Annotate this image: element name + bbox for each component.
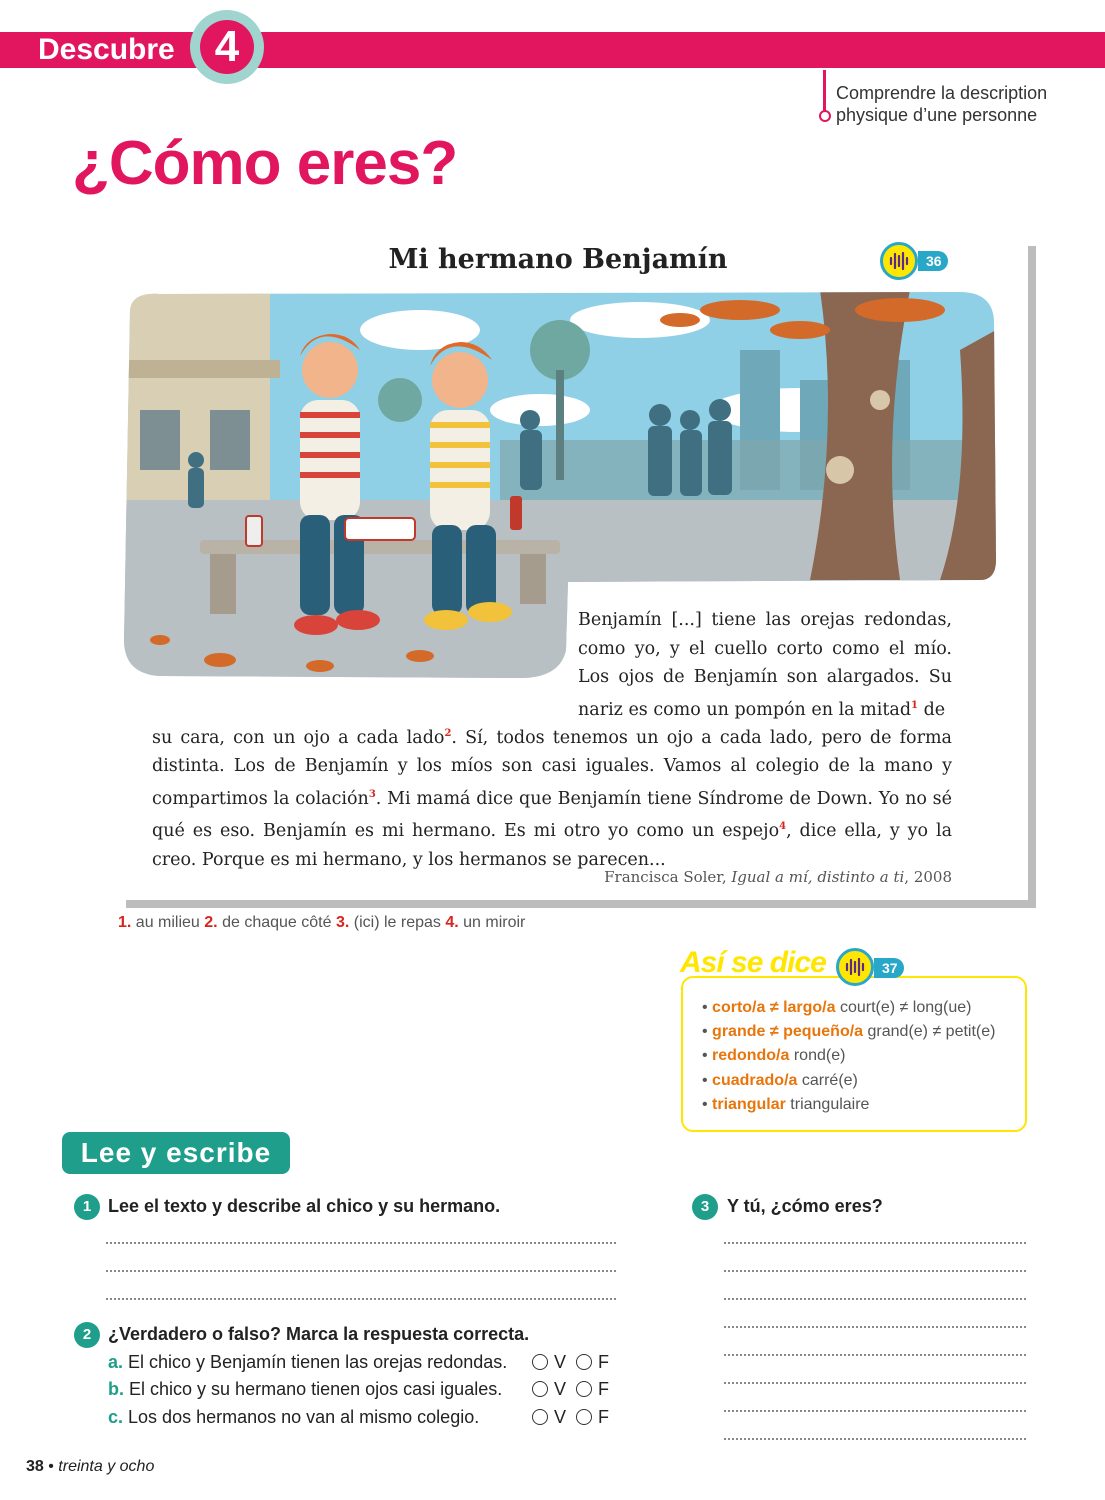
reading-title: Mi hermano Benjamín xyxy=(388,244,728,275)
section-label: Descubre xyxy=(38,33,175,66)
objective-dot xyxy=(819,110,831,122)
vocab-item: • redondo/a rond(e) xyxy=(702,1047,846,1065)
question-2-text: ¿Verdadero o falso? Marca la respuesta correcta. xyxy=(108,1324,530,1344)
question-number: 2 xyxy=(74,1322,100,1348)
exercises-heading: Lee y escribe xyxy=(62,1132,290,1174)
answer-line[interactable] xyxy=(724,1298,1026,1300)
reading-paragraph-2: su cara, con un ojo a cada lado$^2$. Sí, todos tenemos un ojo a cada lado, pero de forma distinta. Los de Benjamín y los míos son casi iguales. Vamos al colegio de la mano y compartimos la colación$^3$. Mi mamá dice que Benjamín tiene Síndrome de Down. Yo no sé qué es eso. Benjamín es mi hermano. Es mi otro yo como un espejo$^4$, dice ella, y yo la creo. Porque es mi hermano, y los hermanos se parecen... xyxy=(152,727,952,870)
answer-line[interactable] xyxy=(106,1270,616,1272)
answer-line[interactable] xyxy=(724,1242,1026,1244)
audio-icon[interactable] xyxy=(880,242,918,280)
reading-paragraph-1: Benjamín [...] tiene las orejas redondas, como yo, y el cuello corto como el mío. Los ojos de Benjamín son alargados. Su nariz es como un pompón en la mitad$^1$ de xyxy=(578,610,952,720)
answer-line[interactable] xyxy=(106,1298,616,1300)
objective-line xyxy=(823,70,826,112)
audio-track: 36 xyxy=(918,251,948,271)
question-1-text: Lee el texto y describe al chico y su hermano. xyxy=(108,1196,501,1216)
vocab-item: • triangular triangulaire xyxy=(702,1095,870,1113)
tf-options-c[interactable]: V F xyxy=(532,1407,609,1428)
tf-options-b[interactable]: V F xyxy=(532,1379,609,1400)
question-3-text: Y tú, ¿cómo eres? xyxy=(727,1196,883,1216)
unit-number: 4 xyxy=(200,20,254,74)
question-number: 1 xyxy=(74,1194,100,1220)
false-radio[interactable] xyxy=(576,1409,592,1425)
answer-line[interactable] xyxy=(724,1382,1026,1384)
audio-icon[interactable] xyxy=(836,948,874,986)
vocab-item: • grande ≠ pequeño/a grand(e) ≠ petit(e) xyxy=(702,1023,996,1041)
vocabulary-list xyxy=(702,996,995,1117)
answer-line[interactable] xyxy=(724,1438,1026,1440)
vocab-item: • corto/a ≠ largo/a court(e) ≠ long(ue) xyxy=(702,999,972,1016)
true-radio[interactable] xyxy=(532,1409,548,1425)
false-radio[interactable] xyxy=(576,1381,592,1397)
page-title: ¿Cómo eres? xyxy=(72,129,458,198)
objective-text: Comprendre la description physique d’une personne xyxy=(836,83,1048,125)
tf-statement-b: b. El chico y su hermano tienen ojos casi iguales. xyxy=(108,1379,503,1399)
question-number: 3 xyxy=(692,1194,718,1220)
answer-line[interactable] xyxy=(724,1354,1026,1356)
tf-options-a[interactable]: V F xyxy=(532,1352,609,1373)
tf-statement-a: a. El chico y Benjamín tienen las orejas redondas. xyxy=(108,1352,508,1372)
answer-line[interactable] xyxy=(724,1326,1026,1328)
reading-source: Francisca Soler, Igual a mí, distinto a ti, 2008 xyxy=(604,868,952,886)
footnotes: 1. au milieu 2. de chaque côté 3. (ici) le repas 4. un miroir xyxy=(118,914,526,931)
true-radio[interactable] xyxy=(532,1354,548,1370)
answer-line[interactable] xyxy=(724,1270,1026,1272)
audio-track: 37 xyxy=(874,958,904,978)
asi-se-dice-title: Así se dice xyxy=(680,946,826,979)
tf-statement-c: c. Los dos hermanos no van al mismo colegio. xyxy=(108,1407,480,1427)
answer-line[interactable] xyxy=(724,1410,1026,1412)
vocab-item: • cuadrado/a carré(e) xyxy=(702,1071,858,1089)
false-radio[interactable] xyxy=(576,1354,592,1370)
answer-line[interactable] xyxy=(106,1242,616,1244)
true-radio[interactable] xyxy=(532,1381,548,1397)
page-number: 38 • treinta y ocho xyxy=(26,1458,155,1475)
